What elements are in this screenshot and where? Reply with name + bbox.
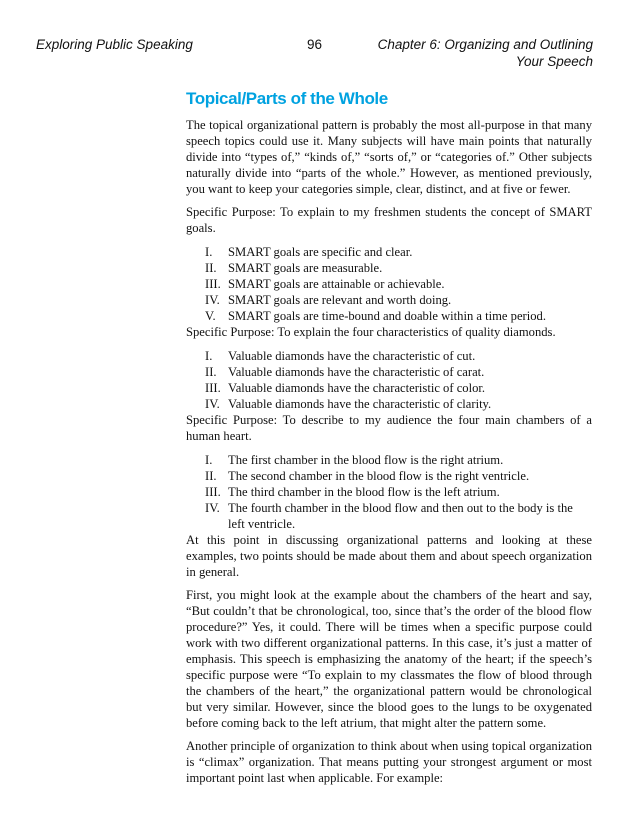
main-points-list <box>186 244 592 324</box>
list-item: I. SMART goals are specific and clear. <box>205 245 413 259</box>
example-smart-goals <box>186 204 592 324</box>
section-heading: Topical/Parts of the Whole <box>186 89 388 108</box>
list-item: II. The second chamber in the blood flow is the right ventricle. <box>205 469 530 483</box>
chapter-title-line-1: Chapter 6: Organizing and Outlining <box>377 37 593 52</box>
list-item: V. SMART goals are time-bound and doable within a time period. <box>205 309 546 323</box>
list-item: III. Valuable diamonds have the characteristic of color. <box>205 381 486 395</box>
list-item: III. SMART goals are attainable or achievable. <box>205 277 445 291</box>
intro-paragraph: The topical organizational pattern is probably the most all-purpose in that many speech topics could use it. Many subjects will have main points that naturally divide into “types of,” “kinds of,” “sorts of,” or “categories of.” Other subjects naturally divide into “parts of the whole.” However, as mentioned previously, you want to keep your categories simple, clear, distinct, and at five or fewer. <box>186 118 592 196</box>
list-item: IV. Valuable diamonds have the characteristic of clarity. <box>205 397 492 411</box>
specific-purpose: Specific Purpose: To explain to my freshmen students the concept of SMART goals. <box>186 205 592 235</box>
list-item: III. The third chamber in the blood flow is the left atrium. <box>205 485 500 499</box>
page-number: 96 <box>307 37 323 52</box>
body-paragraph: At this point in discussing organizational patterns and looking at these examples, two points should be made about them and about speech organization in general. <box>186 533 592 579</box>
list-item: IV. The fourth chamber in the blood flow and then out to the body is the left ventricle. <box>205 501 573 531</box>
main-points-list <box>186 452 592 532</box>
chapter-title-line-2: Your Speech <box>515 54 593 69</box>
list-item: II. Valuable diamonds have the characteristic of carat. <box>205 365 485 379</box>
body-paragraph: Another principle of organization to think about when using topical organization is “climax” organization. That means putting your strongest argument or most important point last when applicable. For example: <box>186 739 592 785</box>
list-item: I. Valuable diamonds have the characteristic of cut. <box>205 349 476 363</box>
running-header-chapter <box>363 36 593 70</box>
list-item: I. The first chamber in the blood flow is the right atrium. <box>205 453 504 467</box>
body-paragraph: First, you might look at the example about the chambers of the heart and say, “But couldn’t that be chronological, too, since that’s the order of the blood flow procedure?” Yes, it could. There will be times when a specific purpose could work with two different organizational patterns. In this case, it’s just a matter of emphasis. This speech is emphasizing the anatomy of the heart; if the speech’s specific purpose were “To explain to my classmates the flow of blood through the chambers of the heart,” the organizational pattern would be chronological but very similar. However, since the blood goes to the lungs to be oxygenated before coming back to the left atrium, that might alter the pattern some. <box>186 588 592 730</box>
main-points-list <box>186 348 592 412</box>
running-header-book-title: Exploring Public Speaking <box>36 37 193 52</box>
list-item: IV. SMART goals are relevant and worth doing. <box>205 293 452 307</box>
example-heart-chambers <box>186 412 592 532</box>
specific-purpose: Specific Purpose: To describe to my audience the four main chambers of a human heart. <box>186 413 592 443</box>
specific-purpose: Specific Purpose: To explain the four characteristics of quality diamonds. <box>186 325 556 339</box>
page-body <box>186 89 592 793</box>
example-diamonds <box>186 324 592 412</box>
list-item: II. SMART goals are measurable. <box>205 261 383 275</box>
